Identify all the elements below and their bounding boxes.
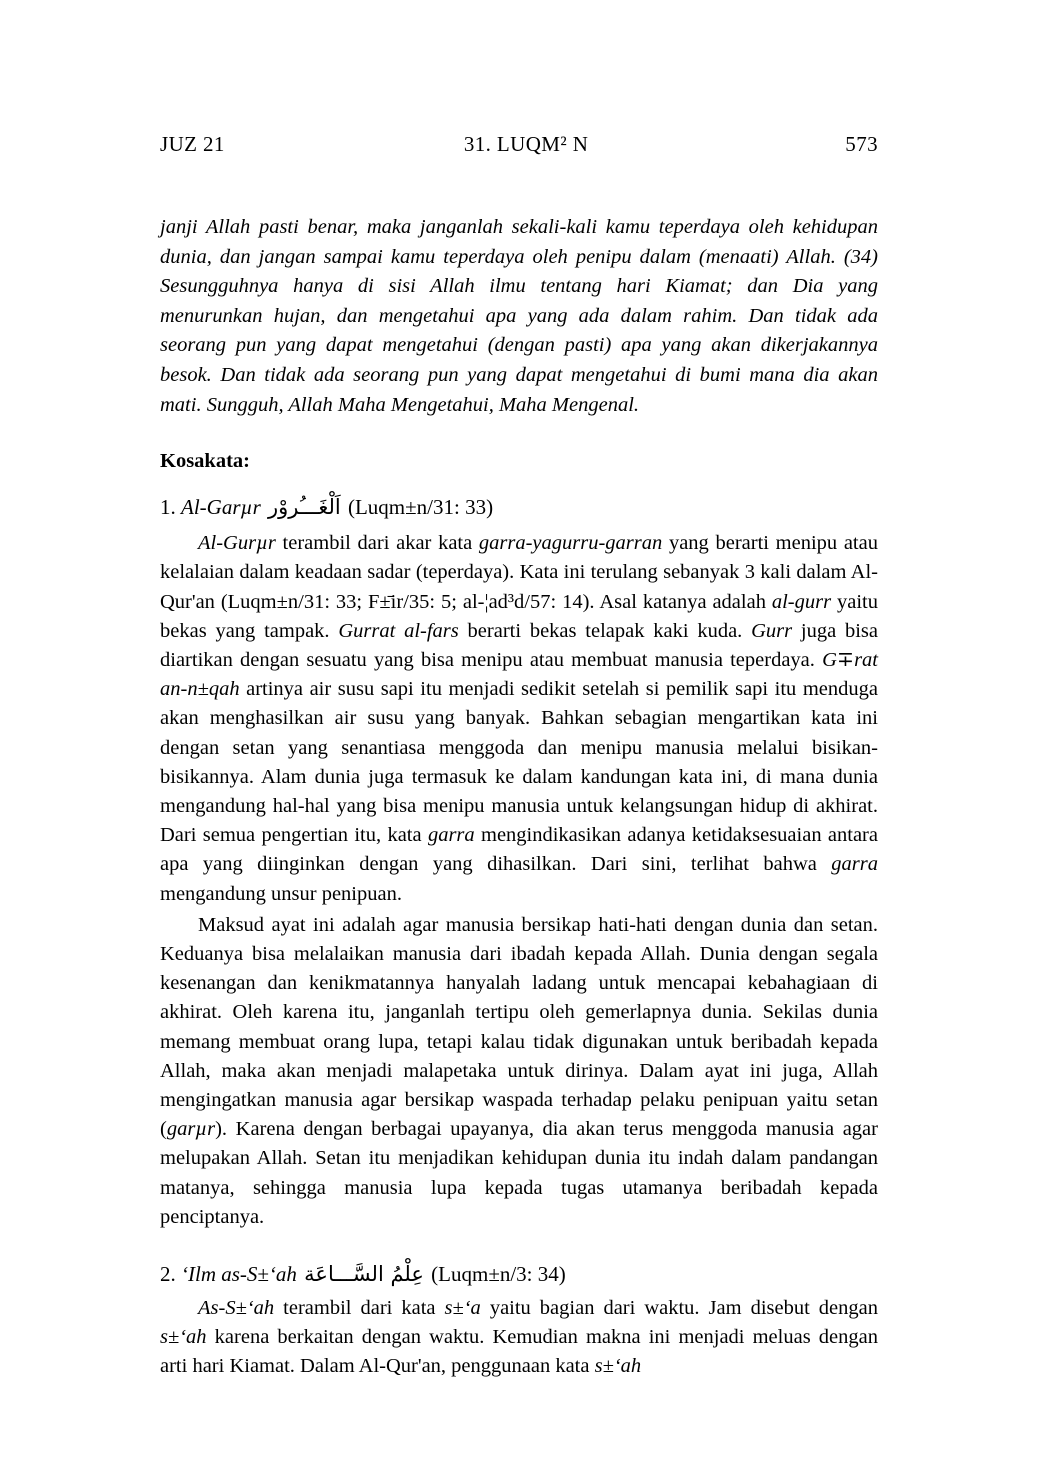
vocabulary-entry-2-heading bbox=[160, 1258, 878, 1290]
page-number: 573 bbox=[845, 132, 878, 156]
lead-paragraph: janji Allah pasti benar, maka janganlah sekali-kali kamu teperdaya oleh kehidupan dunia, dan jangan sampai kamu teperdaya oleh penipu dalam (menaati) Allah. (34) Sesungguhnya hanya di sisi Allah ilmu tentang hari Kiamat; dan Dia yang menurunkan hujan, dan mengetahui apa yang ada dalam rahim. Dan tidak ada seorang pun yang dapat mengetahui (dengan pasti) apa yang akan dikerjakannya besok. Dan tidak ada seorang pun yang dapat mengetahui di bumi mana dia akan mati. Sungguh, Allah Maha Mengetahui, Maha Mengenal. bbox=[160, 216, 878, 416]
entry-2-paragraph-1: As-S±‘ah terambil dari kata s±‘a yaitu bagian dari waktu. Jam disebut dengan s±‘ah karena berkaitan dengan waktu. Kemudian makna ini menjadi meluas dengan arti hari Kiamat. Dalam Al-Qur'an, penggunaan kata s±‘ah bbox=[160, 1297, 878, 1378]
header-surah-title: 31. LUQM² N bbox=[463, 132, 589, 156]
entry-2-number: 2. bbox=[160, 1262, 176, 1287]
page-content bbox=[160, 132, 878, 1382]
entry-1-transliteration: Al-Garµr bbox=[181, 495, 261, 520]
entry-2-reference: (Luqm±n/3: 34) bbox=[431, 1262, 566, 1287]
entry-1-arabic-term: اَلْغَـــُروْر bbox=[268, 495, 341, 520]
entry-2-arabic-term: عِلْمُ السَّـــاعَة bbox=[304, 1262, 424, 1287]
entry-1-paragraph-1: Al-Gurµr terambil dari akar kata garra-yagurru-garran yang berarti menipu atau kelalaian dalam keadaan sadar (teperdaya). Kata ini terulang sebanyak 3 kali dalam Al-Qur'an (Luqm±n/31: 33; F±̄ir/35: 5; al-¦ad³d/57: 14). Asal katanya adalah al-gurr yaitu bekas yang tampak. Gurrat al-fars berarti bekas telapak kaki kuda. Gurr juga bisa diartikan dengan sesuatu yang bisa menipu atau membuat manusia teperdaya. G∓rat an-n±qah artinya air susu sapi itu menjadi sedikit setelah si pemilik sapi itu menduga akan menghasilkan air susu yang banyak. Bahkan sebagian mengartikan kata ini dengan setan yang senantiasa menggoda dan menipu manusia melalui bisikan-bisikannya. Alam dunia juga termasuk ke dalam kandungan kata ini, di mana dunia mengandung hal-hal yang bisa menipu manusia untuk kelangsungan hidup di akhirat. Dari semua pengertian itu, kata garra mengindikasikan adanya ketidaksesuaian antara apa yang diinginkan dengan yang dihasilkan. Dari sini, terlihat bahwa garra mengandung unsur penipuan. bbox=[160, 532, 878, 905]
vocabulary-entry-1-heading bbox=[160, 491, 878, 523]
header-juz: JUZ 21 bbox=[160, 132, 225, 156]
entry-1-paragraph-2: Maksud ayat ini adalah agar manusia bersikap hati-hati dengan dunia dan setan. Keduanya bisa melalaikan manusia dari ibadah kepada Allah. Dunia dengan segala kesenangan dan kenikmatannya hanyalah ladang untuk mencapai kebahagiaan di akhirat. Oleh karena itu, janganlah tertipu oleh gemerlapnya dunia. Sekilas dunia memang membuat orang lupa, tetapi kalau tidak digunakan untuk beribadah kepada Allah, maka akan menjadi malapetaka untuk dirinya. Dalam ayat ini juga, Allah mengingatkan manusia agar bersikap waspada terhadap pelaku penipuan yaitu setan (garµr). Karena dengan berbagai upayanya, dia akan terus menggoda manusia agar melupakan Allah. Setan itu menjadikan kehidupan dunia itu indah dalam pandangan matanya, sehingga manusia lupa kepada tugas utamanya beribadah kepada penciptanya. bbox=[160, 913, 878, 1228]
entry-2-transliteration: ‘Ilm as-S±‘ah bbox=[181, 1262, 297, 1287]
entry-1-reference: (Luqm±n/31: 33) bbox=[347, 495, 494, 520]
section-heading-kosakata: Kosakata: bbox=[160, 450, 250, 473]
entry-1-number: 1. bbox=[160, 495, 176, 520]
page-header bbox=[160, 132, 878, 157]
